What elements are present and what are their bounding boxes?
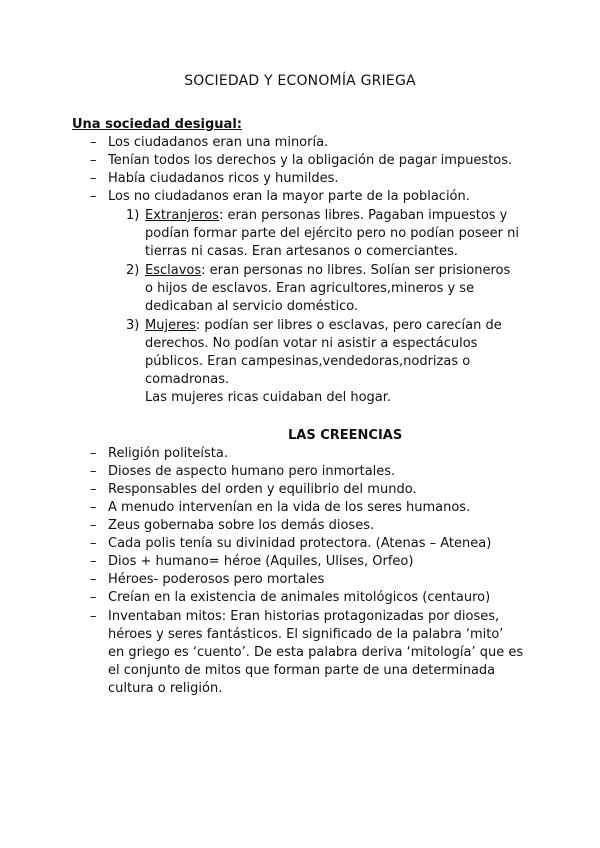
definition-text: o hijos de esclavos. Eran agricultores,mineros y se bbox=[145, 281, 475, 296]
bullet-dash: – bbox=[90, 464, 97, 479]
list-item: Los ciudadanos eran una minoría. bbox=[108, 135, 329, 150]
list-item: Zeus gobernaba sobre los demás dioses. bbox=[108, 518, 375, 533]
list-item: Responsables del orden y equilibrio del mundo. bbox=[108, 482, 417, 497]
section-heading-creencias: LAS CREENCIAS bbox=[288, 428, 403, 443]
list-item: Dioses de aspecto humano pero inmortales. bbox=[108, 464, 396, 479]
list-item: Creían en la existencia de animales mitológicos (centauro) bbox=[108, 590, 491, 605]
definition-text: dedicaban al servicio doméstico. bbox=[145, 299, 359, 314]
numbered-item-marker: 3) bbox=[126, 318, 140, 333]
list-item-continuation: el conjunto de mitos que forman parte de una determinada bbox=[108, 663, 496, 678]
bullet-dash: – bbox=[90, 482, 97, 497]
bullet-dash: – bbox=[90, 153, 97, 168]
definition-text: : eran personas libres. Pagaban impuestos y bbox=[218, 208, 508, 223]
list-item: A menudo intervenían en la vida de los seres humanos. bbox=[108, 500, 471, 515]
page-title: SOCIEDAD Y ECONOMÍA GRIEGA bbox=[184, 73, 416, 89]
list-item-multiline: Inventaban mitos: Eran historias protagonizadas por dioses, bbox=[108, 609, 500, 624]
definition-text: podían formar parte del ejército pero no podían poseer ni bbox=[145, 226, 519, 241]
bullet-dash: – bbox=[90, 609, 97, 624]
definition-text: : eran personas no libres. Solían ser prisioneros bbox=[201, 263, 511, 278]
list-item: Los no ciudadanos eran la mayor parte de la población. bbox=[108, 189, 470, 204]
bullet-dash: – bbox=[90, 500, 97, 515]
list-item: Héroes- poderosos pero mortales bbox=[108, 572, 325, 587]
numbered-item-marker: 1) bbox=[126, 208, 140, 223]
list-item: Había ciudadanos ricos y humildes. bbox=[108, 171, 339, 186]
list-item: Cada polis tenía su divinidad protectora. (Atenas – Atenea) bbox=[108, 536, 492, 551]
list-item: Religión politeísta. bbox=[108, 446, 228, 461]
bullet-dash: – bbox=[90, 572, 97, 587]
list-item-continuation: cultura o religión. bbox=[108, 681, 223, 696]
bullet-dash: – bbox=[90, 536, 97, 551]
bullet-dash: – bbox=[90, 554, 97, 569]
section-heading-sociedad: Una sociedad desigual: bbox=[72, 117, 242, 132]
term-extranjeros: Extranjeros bbox=[145, 208, 219, 223]
term-mujeres: Mujeres bbox=[145, 318, 196, 333]
bullet-dash: – bbox=[90, 590, 97, 605]
numbered-item-first-line bbox=[145, 262, 510, 280]
definition-text: : podían ser libres o esclavas, pero carecían de bbox=[195, 318, 502, 333]
list-item: Tenían todos los derechos y la obligación de pagar impuestos. bbox=[108, 153, 513, 168]
definition-text: derechos. No podían votar ni asistir a espectáculos bbox=[145, 336, 478, 351]
numbered-item-first-line bbox=[145, 207, 507, 225]
list-item-continuation: héroes y seres fantásticos. El significado de la palabra ‘mito’ bbox=[108, 627, 504, 642]
definition-text: públicos. Eran campesinas,vendedoras,nodrizas o bbox=[145, 354, 471, 369]
bullet-dash: – bbox=[90, 189, 97, 204]
definition-text: Las mujeres ricas cuidaban del hogar. bbox=[145, 390, 392, 405]
list-item-continuation: en griego es ‘cuento’. De esta palabra deriva ‘mitología’ que es bbox=[108, 645, 524, 660]
numbered-item-first-line bbox=[145, 317, 502, 335]
numbered-item-marker: 2) bbox=[126, 263, 140, 278]
bullet-dash: – bbox=[90, 446, 97, 461]
term-esclavos: Esclavos bbox=[145, 263, 202, 278]
bullet-dash: – bbox=[90, 135, 97, 150]
bullet-dash: – bbox=[90, 518, 97, 533]
list-item: Dios + humano= héroe (Aquiles, Ulises, Orfeo) bbox=[108, 554, 414, 569]
definition-text: comadronas. bbox=[145, 372, 230, 387]
bullet-dash: – bbox=[90, 171, 97, 186]
definition-text: tierras ni casas. Eran artesanos o comerciantes. bbox=[145, 244, 458, 259]
